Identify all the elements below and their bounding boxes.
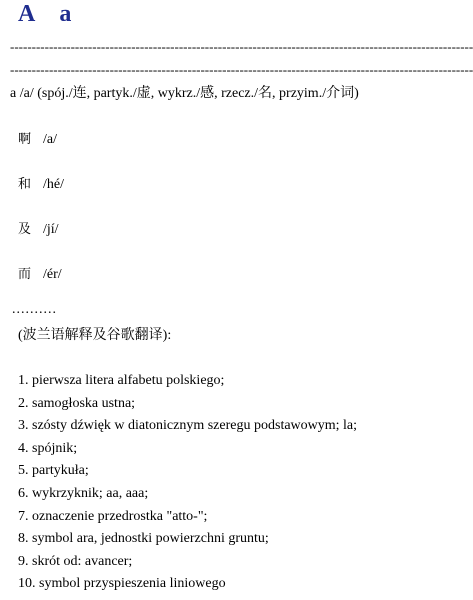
separator-line-2: ----------------------------------------------------------------------------------------------------------- <box>10 62 473 77</box>
definition-item: 1. pierwsza litera alfabetu polskiego; <box>18 373 225 388</box>
sense-item <box>18 173 64 193</box>
definition-item: 9. skrót od: avancer; <box>18 553 133 569</box>
sense-item <box>18 128 57 148</box>
heading-uppercase: A <box>18 1 36 27</box>
sense-pinyin: /jí/ <box>43 222 59 237</box>
sense-character: 和 <box>18 177 32 192</box>
definition-list <box>18 370 357 596</box>
definition-item: 8. symbol ara, jednostki powierzchni gruntu; <box>18 531 269 547</box>
definition-item: 10. symbol przyspieszenia liniowego <box>18 576 226 592</box>
sense-item <box>18 218 59 238</box>
separator-line-1: ----------------------------------------------------------------------------------------------------------- <box>10 39 473 54</box>
sense-pinyin: /ér/ <box>43 267 62 282</box>
translation-note: (波兰语解释及谷歌翻译): <box>18 328 172 343</box>
ellipsis: .......... <box>12 302 57 317</box>
definition-item: 6. wykrzyknik; aa, aaa; <box>18 485 149 501</box>
sense-item <box>18 263 62 283</box>
definition-item: 5. partykuła; <box>18 463 89 479</box>
entry-heading <box>18 0 71 28</box>
heading-lowercase: a <box>59 1 72 27</box>
definition-item: 3. szósty dźwięk w diatonicznym szeregu podstawowym; la; <box>18 418 358 434</box>
definition-item: 2. samogłoska ustna; <box>18 395 136 411</box>
sense-pinyin: /hé/ <box>43 177 65 192</box>
sense-character: 啊 <box>18 132 32 147</box>
sense-character: 而 <box>18 267 32 282</box>
sense-character: 及 <box>18 222 32 237</box>
definition-item: 4. spójnik; <box>18 440 78 456</box>
entry-pronunciation-line: a /a/ (spój./连, partyk./虚, wykrz./感, rzecz./名, przyim./介词) <box>10 86 359 101</box>
definition-item: 7. oznaczenie przedrostka "atto-"; <box>18 508 208 524</box>
sense-pinyin: /a/ <box>43 132 58 147</box>
